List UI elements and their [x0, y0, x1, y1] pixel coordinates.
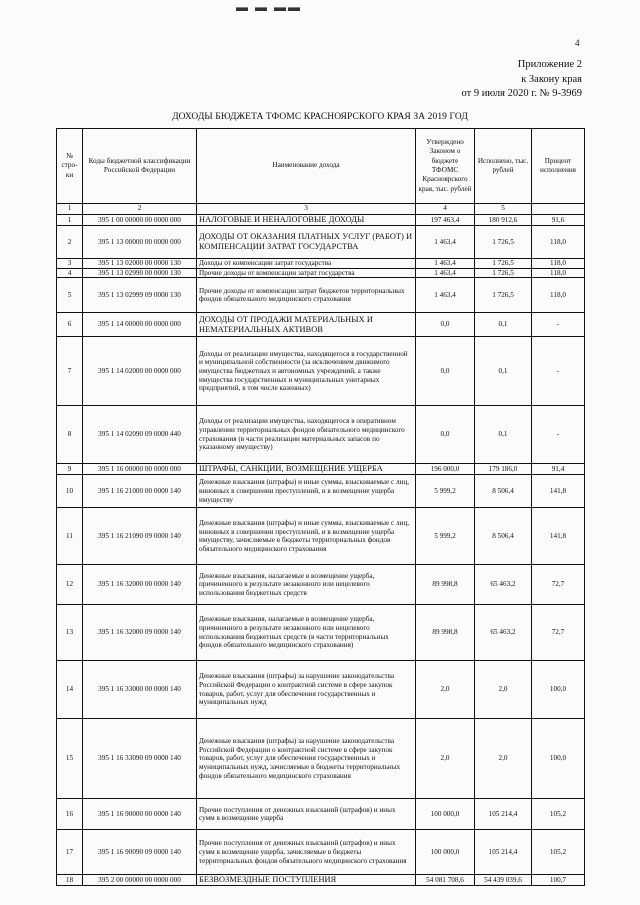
appendix-block [462, 58, 582, 102]
row-code: 395 1 16 21090 09 0000 140 [83, 508, 197, 565]
row-code: 395 1 13 02000 00 0000 130 [83, 258, 197, 268]
row-executed: 0,1 [475, 337, 532, 406]
row-number: 2 [57, 225, 83, 258]
row-percent: 118,0 [532, 268, 585, 278]
row-number: 4 [57, 268, 83, 278]
table-row [57, 258, 585, 268]
row-name: Доходы от компенсации затрат государства [197, 258, 416, 268]
table-row [57, 406, 585, 464]
row-name: Доходы от реализации имущества, находящегося в государственной и муниципальной собственности (за исключением движимого имущества бюджетных и автономных учреждений, а также имущества государственных и муниципальных унитарных предприятий, в том числе казенных) [197, 337, 416, 406]
table-row [57, 475, 585, 508]
row-approved: 1 463,4 [416, 225, 475, 258]
row-executed: 1 726,5 [475, 268, 532, 278]
appendix-line-3: от 9 июля 2020 г. № 9-3969 [461, 88, 582, 99]
table-row [57, 799, 585, 830]
col-number: 5 [475, 204, 532, 215]
row-number: 14 [57, 661, 83, 719]
row-approved: 2,0 [416, 661, 475, 719]
row-number: 10 [57, 475, 83, 508]
row-name: Прочие доходы от компенсации затрат бюджетов территориальных фондов обязательного медицинского страхования [197, 278, 416, 313]
row-code: 395 1 13 02999 09 0000 130 [83, 278, 197, 313]
row-number: 8 [57, 406, 83, 464]
col-number [532, 204, 585, 215]
row-executed: 105 214,4 [475, 799, 532, 830]
table-row [57, 605, 585, 661]
row-percent: - [532, 406, 585, 464]
row-executed: 1 726,5 [475, 278, 532, 313]
page-number: 4 [575, 38, 580, 48]
row-executed: 54 439 039,6 [475, 875, 532, 886]
row-name: Прочие доходы от компенсации затрат государства [197, 268, 416, 278]
row-code: 395 1 14 02000 00 0000 000 [83, 337, 197, 406]
table-row [57, 719, 585, 799]
row-approved: 5 999,2 [416, 508, 475, 565]
row-percent: 105,2 [532, 799, 585, 830]
header-num: № стро-ки [57, 129, 83, 204]
row-percent: 100,0 [532, 661, 585, 719]
row-percent: 100,0 [532, 719, 585, 799]
row-percent: 141,8 [532, 508, 585, 565]
row-name: Денежные взыскания (штрафы) за нарушение законодательства Российской Федерации о контрактной системе в сфере закупок товаров, работ, услуг для обеспечения государственных и муниципальных нужд [197, 661, 416, 719]
row-name: Прочие поступления от денежных взысканий (штрафов) и иных сумм в возмещение ущерба [197, 799, 416, 830]
col-number: 2 [83, 204, 197, 215]
row-executed: 180 912,6 [475, 215, 532, 226]
row-code: 395 1 16 32000 00 0000 140 [83, 565, 197, 605]
row-executed: 0,1 [475, 313, 532, 337]
row-executed: 1 726,5 [475, 258, 532, 268]
row-name: ШТРАФЫ, САНКЦИИ, ВОЗМЕЩЕНИЕ УЩЕРБА [197, 464, 416, 475]
row-code: 395 1 16 00000 00 0000 000 [83, 464, 197, 475]
row-executed: 1 726,5 [475, 225, 532, 258]
row-percent: 72,7 [532, 565, 585, 605]
row-percent: 105,2 [532, 830, 585, 875]
header-percent: Процент исполнения [532, 129, 585, 204]
row-code: 395 1 13 00000 00 0000 000 [83, 225, 197, 258]
row-number: 7 [57, 337, 83, 406]
row-approved: 0,0 [416, 313, 475, 337]
row-name: БЕЗВОЗМЕЗДНЫЕ ПОСТУПЛЕНИЯ [197, 875, 416, 886]
row-executed: 65 463,2 [475, 565, 532, 605]
scan-header-marks: ▬ ▬ ▬▬ [236, 0, 302, 14]
row-approved: 1 463,4 [416, 268, 475, 278]
row-code: 395 1 16 33000 00 0000 140 [83, 661, 197, 719]
table-row [57, 661, 585, 719]
row-code: 395 1 14 02090 09 0000 440 [83, 406, 197, 464]
row-number: 9 [57, 464, 83, 475]
col-number: 4 [416, 204, 475, 215]
row-percent: 72,7 [532, 605, 585, 661]
row-number: 15 [57, 719, 83, 799]
row-number: 1 [57, 215, 83, 226]
table-row [57, 268, 585, 278]
row-approved: 100 000,0 [416, 830, 475, 875]
row-executed: 8 506,4 [475, 508, 532, 565]
row-percent: 91,6 [532, 215, 585, 226]
row-percent: 118,0 [532, 258, 585, 268]
col-number: 1 [57, 204, 83, 215]
row-number: 5 [57, 278, 83, 313]
table-row [57, 225, 585, 258]
row-approved: 197 463,4 [416, 215, 475, 226]
appendix-line-1: Приложение 2 [517, 59, 582, 70]
row-approved: 2,0 [416, 719, 475, 799]
table-row [57, 464, 585, 475]
row-code: 395 1 16 90090 09 0000 140 [83, 830, 197, 875]
row-code: 395 1 16 33090 09 0000 140 [83, 719, 197, 799]
row-code: 395 1 00 00000 00 0000 000 [83, 215, 197, 226]
row-percent: - [532, 337, 585, 406]
row-executed: 8 506,4 [475, 475, 532, 508]
row-number: 11 [57, 508, 83, 565]
row-executed: 2,0 [475, 661, 532, 719]
table-row [57, 337, 585, 406]
table-row [57, 215, 585, 226]
row-number: 6 [57, 313, 83, 337]
column-number-row [57, 204, 585, 215]
row-approved: 0,0 [416, 337, 475, 406]
row-name: ДОХОДЫ ОТ ПРОДАЖИ МАТЕРИАЛЬНЫХ И НЕМАТЕРИАЛЬНЫХ АКТИВОВ [197, 313, 416, 337]
header-code: Коды бюджетной классификации Российской Федерации [83, 129, 197, 204]
row-executed: 0,1 [475, 406, 532, 464]
row-code: 395 2 00 00000 00 0000 000 [83, 875, 197, 886]
row-approved: 89 998,8 [416, 565, 475, 605]
row-approved: 54 081 708,6 [416, 875, 475, 886]
col-number: 3 [197, 204, 416, 215]
row-percent: 100,7 [532, 875, 585, 886]
row-approved: 0,0 [416, 406, 475, 464]
row-approved: 5 999,2 [416, 475, 475, 508]
row-name: Доходы от реализации имущества, находящегося в оперативном управлении территориальных фондов обязательного медицинского страхования (в части реализации материальных запасов по указанному имуществу) [197, 406, 416, 464]
document-title: ДОХОДЫ БЮДЖЕТА ТФОМС КРАСНОЯРСКОГО КРАЯ ЗА 2019 ГОД [172, 112, 468, 122]
row-percent: 118,0 [532, 225, 585, 258]
row-executed: 179 186,0 [475, 464, 532, 475]
table-row [57, 830, 585, 875]
row-name: Денежные взыскания (штрафы) и иные суммы, взыскиваемые с лиц, виновных в совершении преступлений, и в возмещение ущерба имуществу [197, 475, 416, 508]
table-row [57, 508, 585, 565]
row-approved: 196 000,0 [416, 464, 475, 475]
revenue-table [56, 128, 585, 886]
row-name: ДОХОДЫ ОТ ОКАЗАНИЯ ПЛАТНЫХ УСЛУГ (РАБОТ) И КОМПЕНСАЦИИ ЗАТРАТ ГОСУДАРСТВА [197, 225, 416, 258]
row-code: 395 1 16 21000 00 0000 140 [83, 475, 197, 508]
row-percent: - [532, 313, 585, 337]
row-approved: 1 463,4 [416, 258, 475, 268]
row-executed: 2,0 [475, 719, 532, 799]
row-name: Прочие поступления от денежных взысканий (штрафов) и иных сумм в возмещение ущерба, зачисляемые в бюджеты территориальных фондов обязательного медицинского страхования [197, 830, 416, 875]
row-number: 17 [57, 830, 83, 875]
row-approved: 89 998,8 [416, 605, 475, 661]
row-name: Денежные взыскания (штрафы) и иные суммы, взыскиваемые с лиц, виновных в совершении преступлений, и в возмещение ущерба имуществу, зачисляемые в бюджеты территориальных фондов обязательного медицинского страхования [197, 508, 416, 565]
row-number: 16 [57, 799, 83, 830]
row-number: 18 [57, 875, 83, 886]
table-row [57, 875, 585, 886]
row-percent: 91,4 [532, 464, 585, 475]
table-row [57, 313, 585, 337]
header-approved: Утверждено Законом о бюджете ТФОМС Красноярского края, тыс. рублей [416, 129, 475, 204]
appendix-line-2: к Закону края [521, 73, 582, 85]
header-executed: Исполнено, тыс. рублей [475, 129, 532, 204]
table-row [57, 278, 585, 313]
table-header-row [57, 129, 585, 204]
row-percent: 141,8 [532, 475, 585, 508]
row-name: Денежные взыскания, налагаемые в возмещение ущерба, причиненного в результате незаконного или нецелевого использования бюджетных средств (в части территориальных фондов обязательного медицинского страхования) [197, 605, 416, 661]
row-number: 12 [57, 565, 83, 605]
row-executed: 105 214,4 [475, 830, 532, 875]
row-code: 395 1 16 90000 00 0000 140 [83, 799, 197, 830]
row-executed: 65 463,2 [475, 605, 532, 661]
row-name: Денежные взыскания (штрафы) за нарушение законодательства Российской Федерации о контрактной системе в сфере закупок товаров, работ, услуг для обеспечения государственных и муниципальных нужд, зачисляемые в бюджеты территориальных фондов обязательного медицинского страхования [197, 719, 416, 799]
row-name: Денежные взыскания, налагаемые в возмещение ущерба, причиненного в результате незаконного или нецелевого использования бюджетных средств [197, 565, 416, 605]
row-code: 395 1 13 02990 00 0000 130 [83, 268, 197, 278]
row-code: 395 1 16 32000 09 0000 140 [83, 605, 197, 661]
header-name: Наименование дохода [197, 129, 416, 204]
row-number: 13 [57, 605, 83, 661]
row-approved: 100 000,0 [416, 799, 475, 830]
row-code: 395 1 14 00000 00 0000 000 [83, 313, 197, 337]
row-percent: 118,0 [532, 278, 585, 313]
row-name: НАЛОГОВЫЕ И НЕНАЛОГОВЫЕ ДОХОДЫ [197, 215, 416, 226]
table-row [57, 565, 585, 605]
row-number: 3 [57, 258, 83, 268]
row-approved: 1 463,4 [416, 278, 475, 313]
